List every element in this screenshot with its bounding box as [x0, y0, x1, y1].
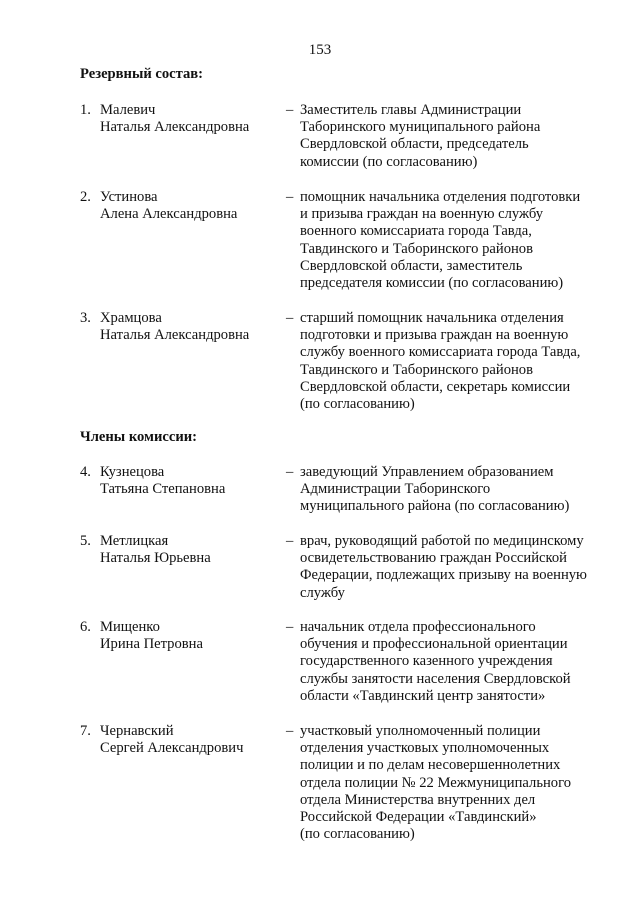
desc-line: Таборинского муниципального района [300, 119, 541, 136]
position-description [300, 533, 610, 602]
desc-line: государственного казенного учреждения [300, 653, 553, 670]
desc-line: и призыва граждан на военную службу [300, 206, 544, 223]
dash: – [286, 464, 294, 480]
person-name [100, 464, 290, 498]
desc-line: Российской Федерации «Тавдинский» [300, 809, 537, 826]
desc-line: военного комиссариата города Тавда, [300, 223, 532, 240]
dash: – [286, 102, 294, 118]
position-description [300, 464, 610, 516]
desc-line: председателя комиссии (по согласованию) [300, 275, 564, 292]
desc-line: обучения и профессиональной ориентации [300, 636, 568, 653]
person-name [100, 533, 290, 567]
position-description [300, 619, 610, 705]
entry-number: 6. [80, 619, 91, 635]
name-line: Наталья Александровна [100, 119, 250, 136]
entry-number: 2. [80, 189, 91, 205]
name-line: Алена Александровна [100, 206, 238, 223]
name-line: Сергей Александрович [100, 740, 244, 757]
person-name [100, 102, 290, 136]
person-name [100, 723, 290, 757]
name-line: Метлицкая [100, 533, 169, 549]
entry-number: 3. [80, 310, 91, 326]
desc-line: (по согласованию) [300, 396, 415, 413]
desc-line: отделения участковых уполномоченных [300, 740, 550, 757]
desc-line: муниципального района (по согласованию) [300, 498, 570, 515]
name-line: Ирина Петровна [100, 636, 203, 653]
desc-line: освидетельствованию граждан Российской [300, 550, 567, 567]
desc-line: Федерации, подлежащих призыву на военную [300, 567, 587, 584]
name-line: Храмцова [100, 310, 162, 326]
person-name [100, 619, 290, 653]
entry-number: 5. [80, 533, 91, 549]
name-line: Малевич [100, 102, 156, 118]
desc-line: Тавдинского и Таборинского районов [300, 361, 533, 378]
name-line: Мищенко [100, 619, 160, 635]
desc-line: полиции и по делам несовершеннолетних [300, 757, 561, 774]
name-line: Наталья Юрьевна [100, 550, 211, 567]
person-name [100, 189, 290, 223]
desc-line: помощник начальника отделения подготовки [300, 189, 581, 205]
name-line: Чернавский [100, 723, 174, 739]
dash: – [286, 619, 294, 635]
desc-line: комиссии (по согласованию) [300, 153, 478, 170]
person-name [100, 310, 290, 344]
desc-line: старший помощник начальника отделения [300, 310, 564, 326]
name-line: Татьяна Степановна [100, 481, 226, 498]
desc-line: Тавдинского и Таборинского районов [300, 240, 533, 257]
name-line: Кузнецова [100, 464, 165, 480]
dash: – [286, 189, 294, 205]
section-heading-members: Члены комиссии: [80, 429, 198, 445]
desc-line: начальник отдела профессионального [300, 619, 536, 635]
entry-number: 7. [80, 723, 91, 739]
desc-line: подготовки и призыва граждан на военную [300, 327, 569, 344]
dash: – [286, 533, 294, 549]
desc-line: Администрации Таборинского [300, 481, 491, 498]
desc-line: Свердловской области, заместитель [300, 257, 523, 274]
desc-line: (по согласованию) [300, 826, 415, 843]
position-description [300, 189, 610, 292]
desc-line: Заместитель главы Администрации [300, 102, 522, 118]
desc-line: врач, руководящий работой по медицинскому [300, 533, 584, 549]
desc-line: Свердловской области, секретарь комиссии [300, 378, 571, 395]
name-line: Наталья Александровна [100, 327, 250, 344]
desc-line: службу военного комиссариата города Тавда, [300, 344, 581, 361]
position-description [300, 723, 610, 843]
dash: – [286, 723, 294, 739]
desc-line: отдела полиции № 22 Межмуниципального [300, 774, 571, 791]
desc-line: области «Тавдинский центр занятости» [300, 687, 546, 704]
entry-number: 4. [80, 464, 91, 480]
desc-line: отдела Министерства внутренних дел [300, 791, 536, 808]
dash: – [286, 310, 294, 326]
desc-line: службы занятости населения Свердловской [300, 670, 571, 687]
page-number: 153 [308, 42, 332, 58]
position-description [300, 310, 610, 413]
desc-line: службу [300, 584, 345, 601]
entry-number: 1. [80, 102, 91, 118]
position-description [300, 102, 610, 171]
desc-line: заведующий Управлением образованием [300, 464, 554, 480]
section-heading-reserve: Резервный состав: [80, 66, 204, 82]
desc-line: участковый уполномоченный полиции [300, 723, 541, 739]
name-line: Устинова [100, 189, 158, 205]
desc-line: Свердловской области, председатель [300, 136, 529, 153]
